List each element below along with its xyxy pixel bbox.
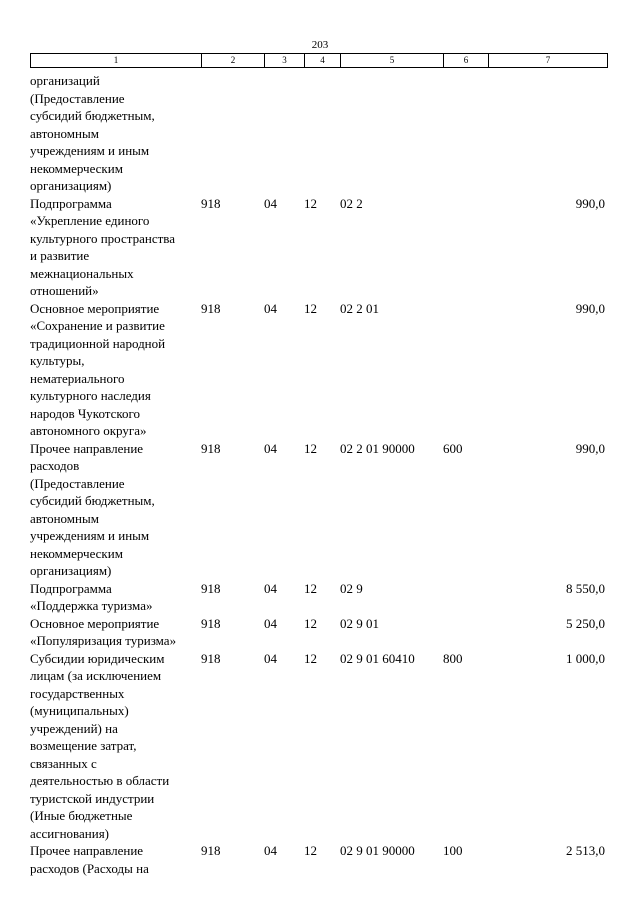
row-subsection-code: 12 (304, 843, 317, 858)
table-row (30, 195, 607, 300)
row-name-line: отношений» (30, 283, 99, 298)
row-name-line: Прочее направление (30, 440, 144, 456)
row-name-line: «Сохранение и развитие (30, 318, 165, 333)
row-name-line: культурного пространства (30, 230, 176, 246)
row-section-code: 04 (264, 580, 277, 596)
row-name (30, 650, 201, 843)
row-subsection-code: 12 (304, 615, 317, 631)
row-name-line: (Предоставление (30, 90, 125, 106)
row-name-line: автономного округа» (30, 423, 147, 438)
row-name-line: межнациональных (30, 265, 134, 281)
row-name-line: ассигнования) (30, 825, 110, 841)
row-name-line: организациям) (30, 178, 112, 193)
row-section-code: 04 (264, 650, 277, 666)
column-header-1: 1 (31, 54, 202, 68)
row-grbs-code: 918 (201, 440, 221, 456)
row-grbs-code: 918 (201, 195, 221, 211)
row-name-line: возмещение затрат, (30, 738, 137, 753)
row-name-line: автономным (30, 125, 99, 141)
row-name-line: связанных с (30, 755, 97, 771)
row-name-line: Субсидии юридическим (30, 650, 165, 666)
row-name-line: «Популяризация туризма» (30, 633, 177, 648)
row-name (30, 580, 201, 615)
budget-table-body (30, 72, 607, 877)
row-amount: 990,0 (575, 195, 605, 211)
row-subsection-code: 12 (304, 650, 317, 666)
row-subsection-code: 12 (304, 580, 317, 596)
column-header-4: 4 (305, 54, 341, 68)
column-header-2: 2 (202, 54, 265, 68)
row-target-item-code: 02 9 01 60410 (340, 650, 415, 666)
row-name-line: культуры, (30, 353, 85, 368)
row-grbs-code: 918 (201, 615, 221, 631)
row-name-line: учреждений) на (30, 720, 118, 736)
row-amount: 1 000,0 (566, 650, 605, 666)
row-name-line: «Поддержка туризма» (30, 598, 153, 613)
row-amount: 990,0 (575, 300, 605, 316)
row-target-item-code: 02 9 01 90000 (340, 843, 415, 858)
row-name (30, 300, 201, 440)
row-grbs-code: 918 (201, 580, 221, 596)
row-section-code: 04 (264, 440, 277, 456)
table-row (30, 650, 607, 843)
row-name (30, 440, 201, 580)
page-number: 203 (311, 39, 329, 51)
row-name-line: (Иные бюджетные (30, 808, 133, 823)
table-row (30, 440, 607, 580)
column-header-7: 7 (489, 54, 608, 68)
row-name-line: расходов (Расходы на (30, 860, 149, 876)
row-target-item-code: 02 2 (340, 195, 363, 211)
row-name-line: Подпрограмма (30, 580, 112, 596)
row-name-line: и развитие (30, 248, 90, 263)
row-name-line: Прочее направление (30, 843, 144, 858)
row-name-line: деятельностью в области (30, 773, 170, 788)
row-name-line: автономным (30, 510, 99, 526)
row-name-line: учреждениям и иным (30, 143, 150, 158)
column-header-row (30, 53, 608, 68)
row-name-line: культурного наследия (30, 388, 151, 403)
row-subsection-code: 12 (304, 440, 317, 456)
row-name (30, 195, 201, 300)
row-section-code: 04 (264, 615, 277, 631)
table-row (30, 842, 607, 877)
row-expense-type-code: 100 (443, 843, 463, 858)
column-header-5: 5 (341, 54, 444, 68)
row-name-line: расходов (30, 458, 80, 473)
row-name-line: организаций (30, 73, 100, 88)
table-row (30, 300, 607, 440)
row-target-item-code: 02 9 (340, 580, 363, 596)
row-name-line: лицам (за исключением (30, 668, 162, 683)
row-name-line: Основное мероприятие (30, 615, 160, 631)
row-name (30, 615, 201, 650)
row-target-item-code: 02 2 01 90000 (340, 440, 415, 456)
row-name-line: организациям) (30, 563, 112, 578)
row-amount: 990,0 (575, 440, 605, 456)
row-name-line: некоммерческим (30, 545, 123, 561)
row-name-line: народов Чукотского (30, 405, 141, 421)
row-section-code: 04 (264, 195, 277, 211)
row-amount: 2 513,0 (566, 843, 605, 858)
row-name-line: государственных (30, 685, 125, 701)
table-row (30, 580, 607, 615)
column-header-3: 3 (265, 54, 305, 68)
row-name-line: «Укрепление единого (30, 213, 150, 228)
table-row (30, 615, 607, 650)
row-expense-type-code: 600 (443, 440, 463, 456)
row-grbs-code: 918 (201, 300, 221, 316)
column-header-6: 6 (444, 54, 489, 68)
row-name-line: (Предоставление (30, 475, 125, 491)
row-name-line: Основное мероприятие (30, 300, 160, 316)
row-name-line: традиционной народной (30, 335, 166, 351)
row-name-line: нематериального (30, 370, 125, 386)
row-target-item-code: 02 2 01 (340, 300, 379, 316)
table-row (30, 72, 607, 195)
row-grbs-code: 918 (201, 650, 221, 666)
row-subsection-code: 12 (304, 300, 317, 316)
row-expense-type-code: 800 (443, 650, 463, 666)
row-section-code: 04 (264, 843, 277, 858)
row-section-code: 04 (264, 300, 277, 316)
row-subsection-code: 12 (304, 195, 317, 211)
row-target-item-code: 02 9 01 (340, 615, 379, 631)
row-name-line: (муниципальных) (30, 703, 129, 718)
row-name-line: некоммерческим (30, 160, 123, 176)
row-grbs-code: 918 (201, 843, 221, 858)
row-name-line: субсидий бюджетным, (30, 108, 155, 123)
row-name (30, 72, 201, 195)
row-name-line: туристской индустрии (30, 790, 155, 806)
row-name-line: субсидий бюджетным, (30, 493, 155, 508)
row-name-line: учреждениям и иным (30, 528, 150, 543)
row-name-line: Подпрограмма (30, 195, 112, 211)
row-amount: 8 550,0 (566, 580, 605, 596)
row-amount: 5 250,0 (566, 615, 605, 631)
row-name (30, 842, 201, 877)
